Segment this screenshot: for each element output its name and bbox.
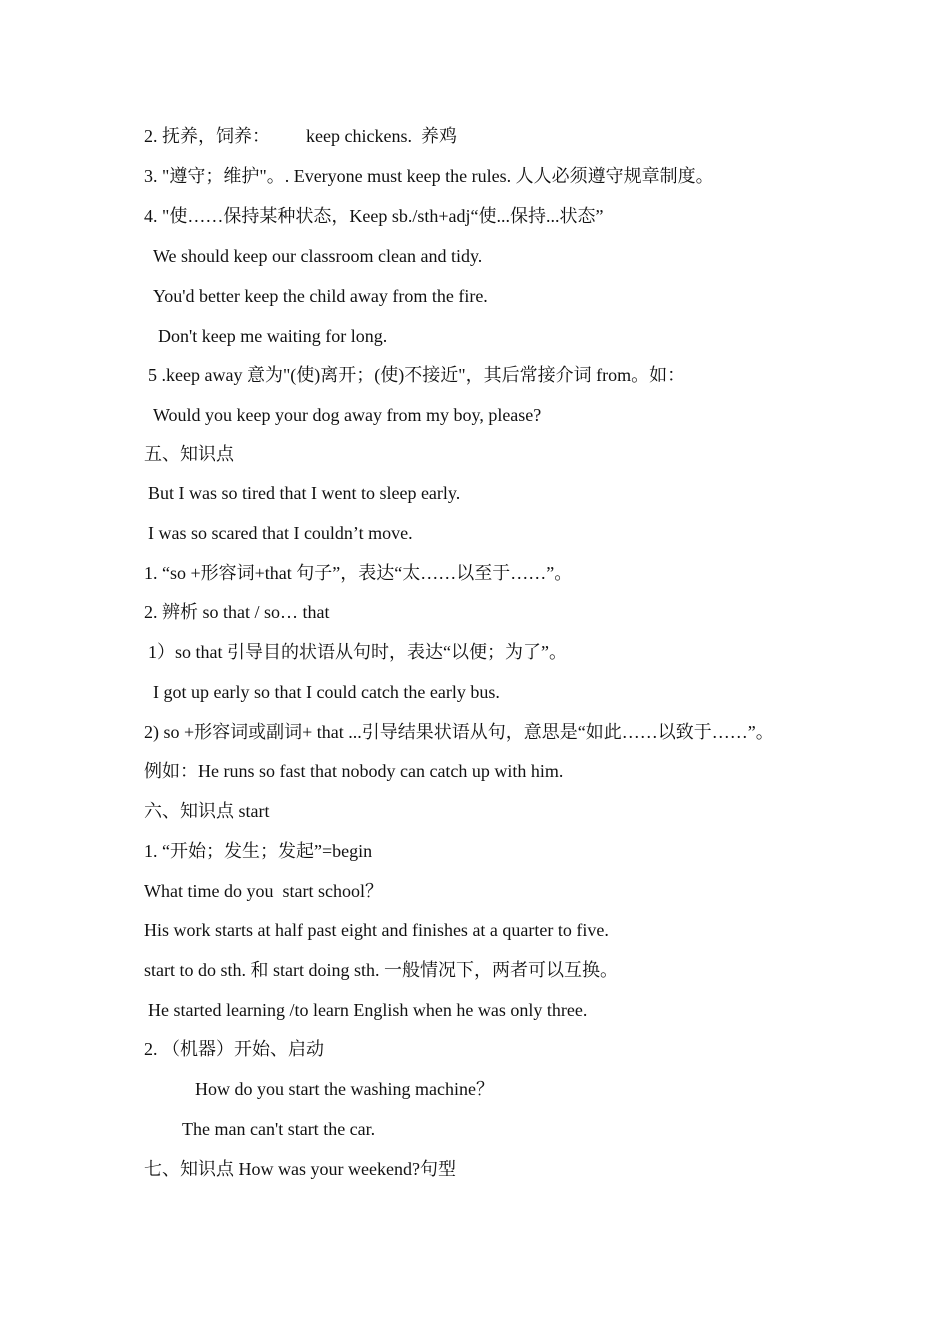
text-line: We should keep our classroom clean and tidy.: [153, 246, 483, 266]
text-line: But I was so tired that I went to sleep early.: [148, 483, 461, 503]
text-line: 2) so +形容词或副词+ that ...引导结果状语从句，意思是“如此……以致于……”。: [144, 722, 774, 742]
text-line: He started learning /to learn English when he was only three.: [148, 1000, 588, 1020]
text-line: I got up early so that I could catch the early bus.: [153, 682, 500, 702]
text-line: 5 .keep away 意为"(使)离开；(使)不接近"，其后常接介词 from。如：: [148, 365, 686, 385]
text-line: I was so scared that I couldn’t move.: [148, 523, 413, 543]
text-line: How do you start the washing machine？: [195, 1079, 494, 1099]
text-line: His work starts at half past eight and finishes at a quarter to five.: [144, 920, 609, 940]
text-line: 1. “so +形容词+that 句子”，表达“太……以至于……”。: [144, 563, 573, 583]
text-line: 2. 抚养，饲养： keep chickens. 养鸡: [144, 126, 457, 146]
text-line: start to do sth. 和 start doing sth. 一般情况下，两者可以互换。: [144, 960, 618, 980]
text-line: What time do you start school？: [144, 881, 383, 901]
section-heading: 六、知识点 start: [144, 801, 270, 821]
text-line: You'd better keep the child away from the fire.: [153, 286, 488, 306]
text-line: 例如：He runs so fast that nobody can catch up with him.: [144, 761, 564, 781]
text-line: 1）so that 引导目的状语从句时，表达“以便；为了”。: [148, 642, 567, 662]
text-line: 3. "遵守；维护"。. Everyone must keep the rules. 人人必须遵守规章制度。: [144, 166, 714, 186]
text-line: Would you keep your dog away from my boy, please?: [153, 405, 542, 425]
text-line: 4. "使……保持某种状态，Keep sb./sth+adj“使...保持...状态”: [144, 206, 604, 226]
section-heading: 五、知识点: [144, 444, 234, 464]
text-line: 1. “开始；发生；发起”=begin: [144, 841, 373, 861]
section-heading: 七、知识点 How was your weekend?句型: [144, 1159, 456, 1179]
text-line: 2. （机器）开始、启动: [144, 1039, 324, 1059]
text-line: Don't keep me waiting for long.: [158, 326, 388, 346]
text-line: 2. 辨析 so that / so… that: [144, 602, 330, 622]
text-line: The man can't start the car.: [182, 1119, 376, 1139]
